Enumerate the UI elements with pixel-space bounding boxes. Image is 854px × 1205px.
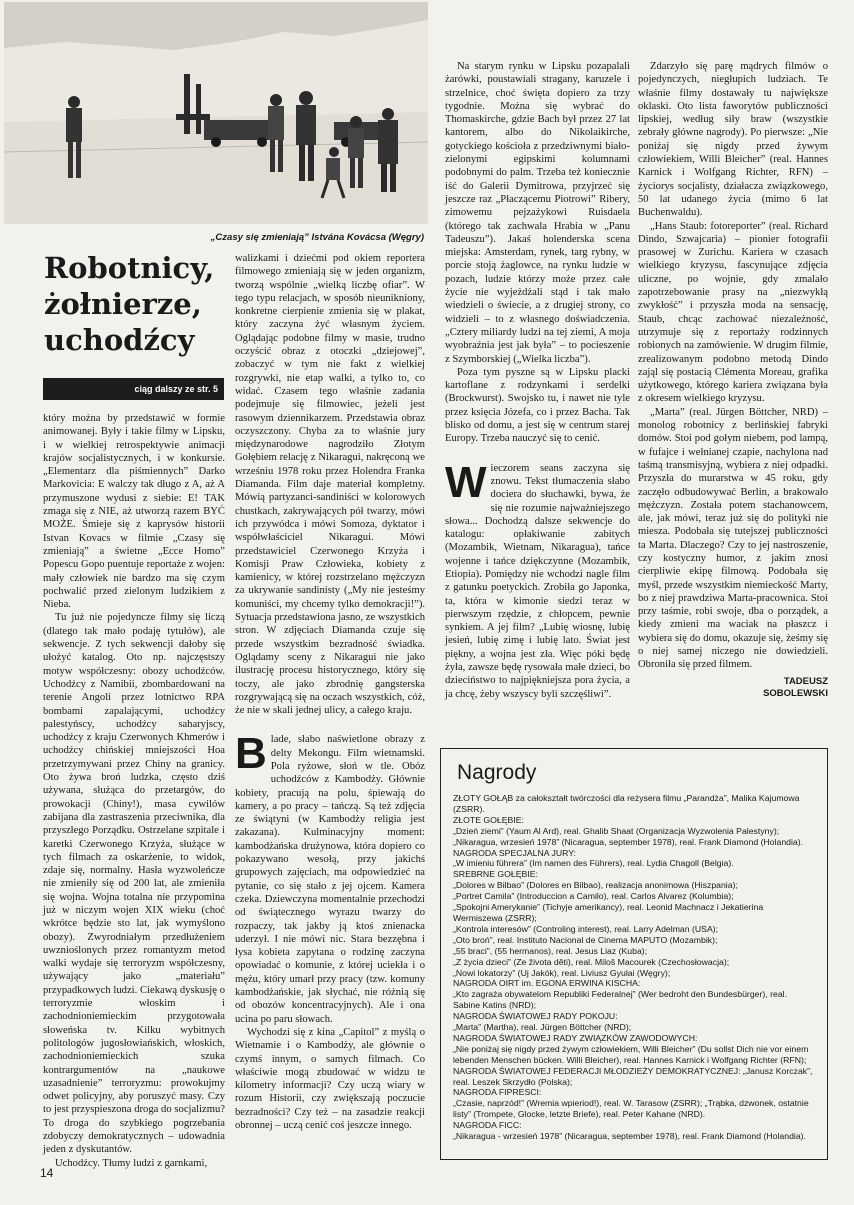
author-last-name: SOBOLEWSKI <box>763 687 828 699</box>
film-still-photo <box>4 2 428 224</box>
paragraph: Blade, słabo naświetlone obrazy z delty Mekongu. Film wietnamski. Pola ryżowe, słoń w tle. Obóz uchodźców z Kambodży. Głównie kobiety, pracują na polu, śpiewają do kamery, a po pracy – tańczą. Są też zdjęcia ze świątyni (w Kambodży religia jest zakazana). Kulminacyjny moment: kambodżańska drużynowa, która dopiero co pokazywano wesołą, przy jakichś grupowych zajęciach, ma odpowiedzieć na pytanie, co się stało z jej ojcem. Kamera czeka. Dziewczyna momentalnie przechodzi od świątecznego wyrazu twarzy do rozpaczy, tak jakby ją ktoś znienacka uderzył. I nie mówi nic. Stara bezzębna i łysa kobieta zapytana o rodzinę zaczyna opowiadać o komunie, z której uciekła i o mężu, który umarł przy pracy (tzw. komuny kambodżańskie, jak słychać, nie różnią się od obozów koncentracyjnych). Ale i ona ucina po paru słowach. <box>235 729 425 1025</box>
drop-cap: W <box>445 457 487 507</box>
award-line: „Kto zagraża obywatelom Republiki Federalnej” (Wer bedroht den Bundesbürger), real. Sabine Katins (NRD); <box>453 989 787 1011</box>
article-column-3 <box>445 60 630 701</box>
paragraph: który można by przedstawić w formie animowanej. Były i takie filmy w Lipsku, i w wielkiej retrospektywie animacji krajów socjalistycznych, i w konkursie. „Elementarz dla piśmiennych” Darko Markovicia: E walczy tak długo z A, aż A przymuszone wydusi z siebie: E! TAK zmaga się z NIE, aż utworzą razem BYĆ MOŻE. Śmieje się z kaprysów historii Istvan Kovacs w filmie „Czasy się zmieniają” a świetne „Ecce Homo” Popescu Gopo puentuje reportaże z wojen: mały człowiek nie bardzo ma się czym pochwalić przed zielonym ludzikiem z Nieba. <box>43 413 225 611</box>
author-first-name: TADEUSZ <box>783 675 828 687</box>
paragraph: Na starym rynku w Lipsku pozapalali żarówki, poustawiali stragany, karuzele i strzelnice, choć święta dopiero za trzy tygodnie. Można się wybrać do Thomaskirche, gdzie Bach był przez 27 lat kantorem, albo do Nikolaikirche, gotyckiego kościoła z przedziwnymi biało-zielonymi egipskimi kolumnami podobnymi do palm. Trzeba też koniecznie iść do Galerii Dymitrowa, przyjrzeć się jeszcze raz „Płaczącemu Piotrowi” Ribery, zimowemu pejzażykowi Ruisdaela (którego tak zachwala Hrabia w „Panu Tadeuszu”). Jakaś holenderska scena miejska: Amsterdam, rynek, targ rybny, w porcie stoją żaglowce, na rynku ludzie w pozach, ludzie którzy może przez całe życie nie wyjeżdżali stąd i tak mało wiedzieli o świecie, a z drugiej strony, co widzieli – to z własnego doświadczenia. „Cztery miliardy ludzi na tej ziemi, A moja wyobraźnia jest jak była” – to pocieszenie z Szymborskiej („Wielka liczba”). <box>445 61 630 365</box>
paragraph: Uchodźcy. Tłumy ludzi z garnkami, <box>55 1157 208 1169</box>
paragraph: Wieczorem seans zaczyna się znowu. Tekst tłumaczenia słabo dociera do słuchawki, bywa, że się nie rozumie najważniejszego słowa... Dochodzą dalsze sekwencje do katalogu: opłakiwanie zabitych (Mozambik, Wietnam, Nikaragua), tańce wojenne i tańce dziękczynne (Mozambik, Etiopia). Pomiędzy nie wchodzi nagle film z gatunku poetyckich. Zrobiła go Japonka, ta, która w kimonie siedzi teraz w pierwszym rzędzie, z chłopcem, pewnie synkiem. A jej film? „Lubię wiosnę, lubię jesień, lubię zimę i lubię lato. Świat jest piękny, a wojna jest zła. Więc póki będę żyła, zawsze będę rysowała małe dzieci, bo dzieciństwo to najpiękniejsza pora życia, a ja chcę, żeby wszyscy byli szczęśliwi”. <box>445 457 630 700</box>
paragraph: „Hans Staub: fotoreporter” (real. Richard Dindo, Szwajcaria) – pionier fotografii prasowej w Zurichu. Kariera w czasach wielkiego kryzysu, fascynujące zdjęcia uliczne, po wojnie, gdy zmalało zapotrzebowanie prasy na „niezwykłą zwykłość” i przyszła moda na sensację, Staub, chcąc zachować niezależność, utrzymuje się z reportaży rodzinnych robionych na zamówienie. W drugim filmie, zrealizowanym podobno metodą Dindo zająl się postacią Clémenta Moreau, grafika użytkowego, którego kariera związana była z okresem wielkiego kryzysu. <box>638 220 828 405</box>
award-line: NAGRODA ŚWIATOWEJ FEDERACJI MŁODZIEŻY DEMOKRATYCZNEJ: „Janusz Korczak”, real. Leszek Skrzydło (Polska); <box>453 1065 813 1087</box>
award-line: „Oto broń”, real. Instituto Nacional de Cinema MAPUTO (Mozambik); <box>453 934 718 945</box>
drop-cap: B <box>235 729 267 779</box>
award-line: „Portret Camila” (Introduccion a Camilo), real. Carlos Alvarez (Kolumbia); <box>453 891 734 902</box>
award-line: NAGRODA FICC: <box>453 1120 522 1131</box>
headline-line-3: uchodźcy <box>44 323 195 357</box>
award-line: SREBRNE GOŁĘBIE: <box>453 869 538 880</box>
headline-line-2: żołnierze, <box>44 287 202 321</box>
award-line: „Nikaragua, wrzesień 1978” (Nicaragua, september 1978), real. Frank Diamond (Holandia). <box>453 836 804 847</box>
award-line: ZŁOTE GOŁĘBIE: <box>453 814 524 825</box>
award-line: NAGRODA OIRT im. EGONA ERWINA KISCHA: <box>453 978 641 989</box>
awards-list <box>453 793 815 1142</box>
film-still-illustration <box>4 2 428 224</box>
award-line: „Nikaragua - wrzesień 1978” (Nicaragua, september 1978), real. Frank Diamond (Holandia). <box>453 1131 806 1142</box>
award-line: „Nie poniżaj się nigdy przed żywym człowiekiem, Willi Bleicher” (Du sollst Dich nie vor einem lebenden Menschen bücken. Willi Bleicher), real. Hannes Karnick i Wolfgang Richter (RFN); <box>453 1043 809 1065</box>
award-line: NAGRODA SPECJALNA JURY: <box>453 847 576 858</box>
award-line: „Czasie, naprzód!” (Wremia wpieriod!), real. W. Tarasow (ZSRR); „Trąbka, dzwonek, ostatnie listy” (Trompete, Glocke, letzte Briefe), real. Peter Kahane (NRD). <box>453 1098 809 1120</box>
headline <box>44 250 234 358</box>
continued-from-banner: ciąg dalszy ze str. 5 <box>43 378 224 400</box>
paragraph: Tu już nie pojedyncze filmy się liczą (dlatego tak mało podaję tytułów), ale sekwencje. Z tych sekwencji dałoby się ułożyć katalog. Oto np. najczęstszy motyw współczesny: obozy uchodźców. Uchodźcy z Namibii, zbombardowani na terenie Angoli przez lotnictwo RPA bombami zapalającymi, uchodźcy palestyńscy, uchodźcy saharyjscy, uchodźcy z kraju Czerwonych Khmerów i uchodźcy chińskiej mniejszości Hoa przetrzymywani przez Chiny na granicy. Oto żywa broń ludzka, często dziś używana, służąca do przetargów, do prowokacji (Chiny!), masa cywilów zabijana dla zastraszenia przeciwnika, dla przyszłego Porządku. Ostrzelane szpitale i karetki Czerwonego Krzyża, służące w tych filmach za oskarżenie, to widok, zdaje się, normalny. Hasła wyzwoleńcze nie zmieniły się od 200 lat, ale zmieniła się wojna. Wojna totalna nie przypomina już w niczym wojen XIX wieku (choć wkrótce będzie sto lat, jak wymyślono obozy). Zwyrodniałym przedłużeniem uwznioślonych przez romantyzm metod walki wydaje się terroryzm współczesny, używający jako „materiału” przypadkowych ludzi. Ciekawą dyskusję o terroryzmie włoskim i zachodnioniemieckim przygotowała słoweńska tv. Kilku wybitnych politologów jugosłowiańskich, włoskich, zachodnioniemieckich szuka kontrargumentów na „naukowe uzasadnienie” terroryzmu: prowokujmy odwet policyjny, aby poruszyć masy. Czy to jest przyspieszona droga do socjalizmu? To droga do szybkiego pogrzebania zdobyczy demokratycznych – udowadnia jeden z dyskutantów. <box>43 612 225 1156</box>
award-line: „Marta” (Martha), real. Jürgen Böttcher (NRD); <box>453 1022 632 1033</box>
award-line: NAGRODA ŚWIATOWEJ RADY POKOJU: <box>453 1011 618 1022</box>
award-line: „Dzień ziemi” (Yaum Al Ard), real. Ghalib Shaat (Organizacja Wyzwolenia Palestyny); <box>453 825 780 836</box>
award-line: „Dolores w Bilbao” (Dolores en Bilbao), realizacja anonimowa (Hiszpania); <box>453 880 738 891</box>
award-line: „Z życia dzieci” (Ze života děti), real. Miloš Macourek (Czechosłowacja); <box>453 956 730 967</box>
award-line: ZŁOTY GOŁĄB za całokształt twórczości dla reżysera filmu „Parandża”, Malika Kajumowa (ZSRR). <box>453 793 800 814</box>
award-line: NAGRODA ŚWIATOWEJ RADY ZWIĄZKÓW ZAWODOWYCH: <box>453 1032 698 1043</box>
paragraph: „Marta” (real. Jürgen Böttcher, NRD) – monolog robotnicy z berlińskiej fabryki domów. Stoi pod gołym niebem, pod lampą, w fufajce i wełnianej czapie, nachylona nad taśmą transmisyjną, wybiera z niej odpadki. Przyszła do murarstwa w 45 roku, gdy zaczęło odbudowywać Berlin, a brakowało mężczyzn. Została potem stachanowcem, ale, jak mówi, teraz już się do polityki nie miesza. Podobała się tutejszej publiczności ta Marta. Dlaczego? Czy to jej nastroszenie, czy kostyczny humor, z jakim znosi cierpliwie ekipę filmową. Podobała się myśl, przede wszystkim niemieckość Marty, bo z niej prawdziwa Marta-pracownica. Stoi przy taśmie, robi swoje, dba o porządek, a kiedy zmieni ma waciak na płaszcz i wybiera się do domu, okazuje się, żeśmy się o niej samej niczego nie dowiedzieli. Obroniła się przed filmem. <box>638 406 828 671</box>
article-column-1 <box>43 412 225 1170</box>
awards-title: Nagrody <box>457 761 537 784</box>
paragraph: Poza tym pyszne są w Lipsku placki kartoflane z rodzynkami i serdelki (Brockwurst). Swojsko tu, i nawet nie tyle przez księcia Józefa, co i przez Bacha. Tak blisko od domu, a jest się w centrum starej Europy. Trzeba nauczyć się to cenić. <box>445 366 630 445</box>
article-column-4 <box>638 60 828 700</box>
award-line: „55 braci”, (55 hermanos), real. Jesus Liaz (Kuba); <box>453 945 648 956</box>
page-number: 14 <box>40 1166 54 1180</box>
award-line: „Nowi lokatorzy” (Uj Jakók), real. Liviusz Gyulai (Węgry); <box>453 967 671 978</box>
photo-caption: „Czasy się zmieniają” Istvána Kovácsa (Węgry) <box>210 232 424 243</box>
award-line: NAGRODA FIPRESCI: <box>453 1087 542 1098</box>
award-line: „Spokojni Amerykanie” (Tichyje amerikancy), real. Leonid Machnacz i Jekatierina Wermiszewa (ZSRR); <box>453 902 764 923</box>
article-column-2 <box>235 252 425 1132</box>
paragraph: Wychodzi się z kina „Capitol” z myślą o Wietnamie i o Kambodży, ale głównie o czymś innym, o samych filmach. Co właściwie mogą zbudować w widzu te kilometry informacji? Czy uczą wiary w rozum Historii, czy zwiększają poczucie bezradności? Czy też – na zasadzie reakcji obronnej – uczą cenić coś jeszcze innego. <box>235 1026 425 1131</box>
award-line: „W imieniu führera” (Im namen des Führers), real. Lydia Chagoll (Belgia). <box>453 858 734 869</box>
awards-box <box>440 748 828 1160</box>
paragraph: walizkami i dziećmi pod okiem reportera filmowego zmieniają się w jeden organizm, tworzą wspólnie „wielką liczbę ofiar”. W tego typu relacjach, w sposób nieunikniony, konkretne cierpienie zmienia się w plakat, który zaczyna żyć własnym życiem. Oglądając podobne filmy w masie, trudno oczyścić obraz z otoczki „dziejowej”, zobaczyć w tym nie fakt z wielkiej rozgrywki, nie etap walki, a tylko to, co widać. Czasem tego właśnie zadania podejmuje się filmowiec, jeżeli jest rasowym dziennikarzem. Przedstawia obraz oczyszczony. Chyba za to właśnie jury międzynarodowe nagrodziło Złotym Gołębiem relację z Nikaragui, nakręconą we wrześniu 1978 roku przez Holendra Franka Diamanda. Film daje materiał kompletny. Mówią partyzanci-sandiniści w kolorowych chustkach, zakrywających pół twarzy, mówi ich przywódca i mówi Somoza, dyktator i współwłaściciel Nikaragui. Mówi przedstawiciel Czerwonego Krzyża i Komisji Praw Człowieka, kobiety z kamienicy, w której rozstrzelano mężczyzn za ukrywanie sandinisty („My nie jesteśmy komuniści, my chcemy tylko demokracji!”). Sytuacja przedstawiona jasno, ze wszystkich stron. W zdjęciach Diamanda czuje się przede wszystkim bezradność świadka. Oglądamy sceny z Nikaragui nie jako ilustrację procesu historycznego, który się toczy, ale jako zbrodnię gangsterska rozgrywającą się na oczach wszystkich, cóż, że nie w skali jednej ulicy, a całego kraju. <box>235 253 425 717</box>
paragraph: Zdarzyło się parę mądrych filmów o pojedynczych, niegłupich ludziach. Te właśnie filmy dostawały tu największe oklaski. Oto lista faworytów publiczności lipskiej, według siły braw (wszystkie zebrały główne nagrody). Po pierwsze: „Nie poniżaj się nigdy przed żywym człowiekiem, Willi Bleicher” (real. Hannes Karnick i Wolfgang Richter, RFN) – życiorys socjalisty, działacza związkowego, 50 lat udanego życia (mimo 6 lat Buchenwaldu). <box>638 61 828 219</box>
award-line: „Kontrola interesów” (Controling interest), real. Larry Adelman (USA); <box>453 923 719 934</box>
author-signature <box>638 676 828 700</box>
headline-line-1: Robotnicy, <box>44 251 215 285</box>
